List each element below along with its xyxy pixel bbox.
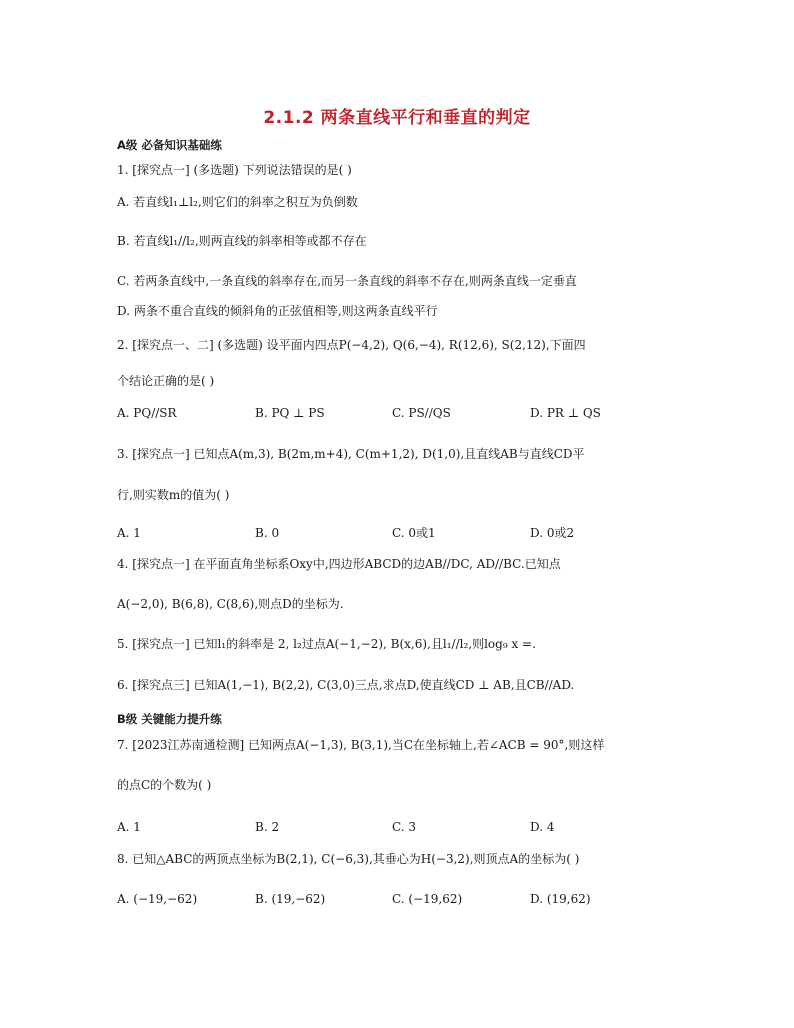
q7-option-c: C. 3 — [392, 820, 417, 834]
q2-stem-line2: 个结论正确的是( ) — [117, 374, 215, 388]
q3-stem-line1: 3. [探究点一] 已知点A(m,3), B(2m,m+4), C(m+1,2), D(1,0),且直线AB与直线CD平 — [117, 447, 585, 461]
q8-option-d: D. (19,62) — [530, 892, 591, 906]
q2-option-c: C. PS//QS — [392, 406, 451, 420]
q8-option-b: B. (19,−62) — [255, 892, 326, 906]
section-a-heading: A级 必备知识基础练 — [117, 138, 222, 152]
q3-stem-line2: 行,则实数m的值为( ) — [117, 488, 230, 502]
q1-option-d: D. 两条不重合直线的倾斜角的正弦值相等,则这两条直线平行 — [117, 304, 438, 318]
q1-option-a: A. 若直线l₁⊥l₂,则它们的斜率之积互为负倒数 — [117, 195, 358, 209]
q3-option-b: B. 0 — [255, 526, 280, 540]
q6-stem: 6. [探究点三] 已知A(1,−1), B(2,2), C(3,0)三点,求点D,使直线CD ⊥ AB,且CB//AD. — [117, 678, 575, 692]
q3-option-d: D. 0或2 — [530, 526, 575, 540]
q2-option-b: B. PQ ⊥ PS — [255, 406, 325, 420]
q7-option-d: D. 4 — [530, 820, 555, 834]
q1-option-b: B. 若直线l₁//l₂,则两直线的斜率相等或都不存在 — [117, 234, 367, 248]
q2-option-d: D. PR ⊥ QS — [530, 406, 601, 420]
q8-option-a: A. (−19,−62) — [117, 892, 198, 906]
q7-option-a: A. 1 — [117, 820, 141, 834]
q3-option-a: A. 1 — [117, 526, 141, 540]
q8-stem: 8. 已知△ABC的两顶点坐标为B(2,1), C(−6,3),其垂心为H(−3,2),则顶点A的坐标为( ) — [117, 852, 580, 866]
q7-stem-line1: 7. [2023江苏南通检测] 已知两点A(−1,3), B(3,1),当C在坐标轴上,若∠ACB = 90°,则这样 — [117, 738, 605, 752]
q4-stem-line2: A(−2,0), B(6,8), C(8,6),则点D的坐标为. — [117, 597, 344, 611]
q2-stem-line1: 2. [探究点一、二] (多选题) 设平面内四点P(−4,2), Q(6,−4), R(12,6), S(2,12),下面四 — [117, 338, 586, 352]
q7-stem-line2: 的点C的个数为( ) — [117, 778, 212, 792]
q8-option-c: C. (−19,62) — [392, 892, 463, 906]
page-title: 2.1.2 两条直线平行和垂直的判定 — [263, 108, 531, 128]
q7-option-b: B. 2 — [255, 820, 280, 834]
q3-option-c: C. 0或1 — [392, 526, 436, 540]
q1-option-c: C. 若两条直线中,一条直线的斜率存在,而另一条直线的斜率不存在,则两条直线一定垂直 — [117, 274, 577, 288]
section-b-heading: B级 关键能力提升练 — [117, 712, 222, 726]
q2-option-a: A. PQ//SR — [117, 406, 177, 420]
q1-stem: 1. [探究点一] (多选题) 下列说法错误的是( ) — [117, 163, 352, 177]
q5-stem: 5. [探究点一] 已知l₁的斜率是 2, l₂过点A(−1,−2), B(x,6),且l₁//l₂,则log₉ x =. — [117, 637, 536, 651]
q4-stem-line1: 4. [探究点一] 在平面直角坐标系Oxy中,四边形ABCD的边AB//DC, AD//BC.已知点 — [117, 557, 561, 571]
